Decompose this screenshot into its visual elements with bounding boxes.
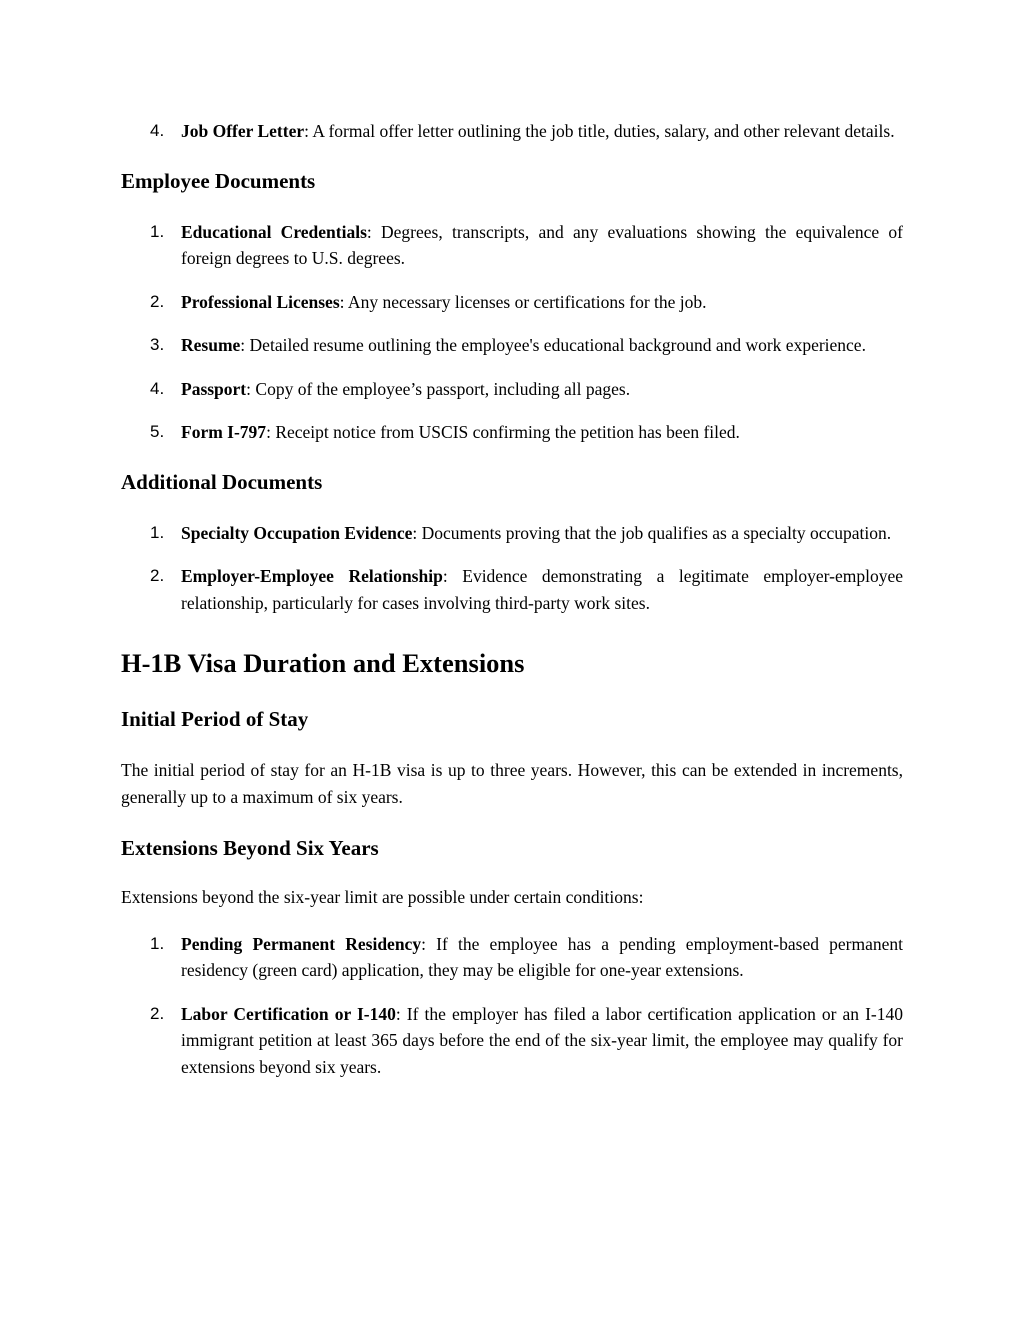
list-item-description: If the employer has filed a labor certification application or an I-140 immigrant petition at least 365 days before the end of the six-year limit, the employee may qualify for extensions beyond six years. [181, 1003, 904, 1077]
intro-list [121, 118, 903, 145]
list-item-term: Job Offer Letter [181, 121, 305, 141]
list-number: 2. [150, 291, 165, 311]
list-item-description: Evidence demonstrating a legitimate employer-employee relationship, particularly for cases involving third-party work sites. [181, 566, 904, 613]
list-item [121, 289, 903, 316]
initial-period-paragraph: The initial period of stay for an H-1B visa is up to three years. However, this can be extended in increments, generally up to a maximum of six years. [121, 760, 903, 807]
list-item [121, 1001, 903, 1081]
list-item-description: Detailed resume outlining the employee's educational background and work experience. [245, 335, 866, 355]
employee-documents-heading: Employee Documents [121, 168, 316, 193]
list-number: 3. [150, 335, 165, 354]
extensions-list [121, 931, 903, 1081]
document-page [121, 118, 903, 1097]
list-item [121, 563, 903, 616]
list-item-term: Form I-797 [181, 422, 267, 442]
list-item-text: Resume: Detailed resume outlining the employee's educational background and work experience. [181, 335, 866, 355]
list-item-text: Form I-797: Receipt notice from USCIS confirming the petition has been filed. [181, 422, 740, 442]
list-item-description: Receipt notice from USCIS confirming the petition has been filed. [270, 422, 740, 442]
list-item-term: Resume [181, 335, 241, 355]
list-item [121, 520, 903, 547]
list-number: 2. [150, 1003, 165, 1023]
additional-documents-heading: Additional Documents [121, 469, 323, 494]
additional-documents-list [121, 520, 903, 617]
list-number: 4. [150, 378, 165, 398]
list-item [121, 332, 903, 359]
extensions-heading: Extensions Beyond Six Years [121, 836, 379, 860]
list-item-text: Professional Licenses: Any necessary licenses or certifications for the job. [181, 291, 707, 312]
list-item [121, 118, 903, 145]
initial-period-heading: Initial Period of Stay [121, 707, 309, 731]
list-item-text: Pending Permanent Residency: If the employee has a pending employment-based permanent residency (green card) application, they may be eligible for one-year extensions. [181, 933, 904, 980]
list-item [121, 931, 903, 984]
list-item-term: Educational Credentials [181, 221, 367, 242]
list-item-text: Educational Credentials: Degrees, transcripts, and any evaluations showing the equivalence of foreign degrees to U.S. degrees. [181, 221, 903, 268]
employee-documents-list [121, 219, 903, 446]
list-number: 1. [150, 522, 165, 542]
list-item-term: Specialty Occupation Evidence [181, 522, 413, 543]
list-number: 4. [150, 121, 165, 140]
list-item-text: Labor Certification or I-140: If the employer has filed a labor certification application or an I-140 immigrant petition at least 365 days before the end of the six-year limit, the employee may qualify for extensions beyond six years. [181, 1003, 904, 1077]
list-item [121, 376, 903, 403]
list-item-term: Professional Licenses [181, 291, 340, 312]
list-number: 2. [150, 566, 165, 585]
list-item-term: Pending Permanent Residency [181, 933, 422, 954]
list-item-term: Passport [181, 378, 247, 399]
list-item-text: Employer-Employee Relationship: Evidence demonstrating a legitimate employer-employee relationship, particularly for cases involving third-party work sites. [181, 566, 904, 613]
list-item-description: Documents proving that the job qualifies as a specialty occupation. [417, 522, 892, 543]
list-item-description: A formal offer letter outlining the job title, duties, salary, and other relevant details. [308, 121, 895, 141]
list-item-term: Employer-Employee Relationship [181, 566, 443, 586]
list-item-text: Specialty Occupation Evidence: Documents proving that the job qualifies as a specialty occupation. [181, 522, 892, 543]
list-item-text: Passport: Copy of the employee’s passport, including all pages. [181, 378, 631, 399]
extensions-paragraph: Extensions beyond the six-year limit are possible under certain conditions: [121, 887, 644, 907]
list-item-description: Degrees, transcripts, and any evaluations showing the equivalence of foreign degrees to U.S. degrees. [181, 221, 903, 268]
list-number: 5. [150, 422, 165, 441]
list-item-description: Any necessary licenses or certifications for the job. [344, 291, 707, 312]
list-number: 1. [150, 221, 165, 241]
list-item-description: Copy of the employee’s passport, including all pages. [251, 378, 631, 399]
list-item-text: Job Offer Letter: A formal offer letter outlining the job title, duties, salary, and other relevant details. [181, 121, 895, 141]
duration-section-heading: H-1B Visa Duration and Extensions [121, 648, 525, 678]
list-number: 1. [150, 933, 165, 953]
list-item-term: Labor Certification or I-140 [181, 1003, 396, 1024]
list-item-description: If the employee has a pending employment-based permanent residency (green card) application, they may be eligible for one-year extensions. [181, 933, 904, 980]
list-item [121, 419, 903, 446]
list-item [121, 219, 903, 272]
